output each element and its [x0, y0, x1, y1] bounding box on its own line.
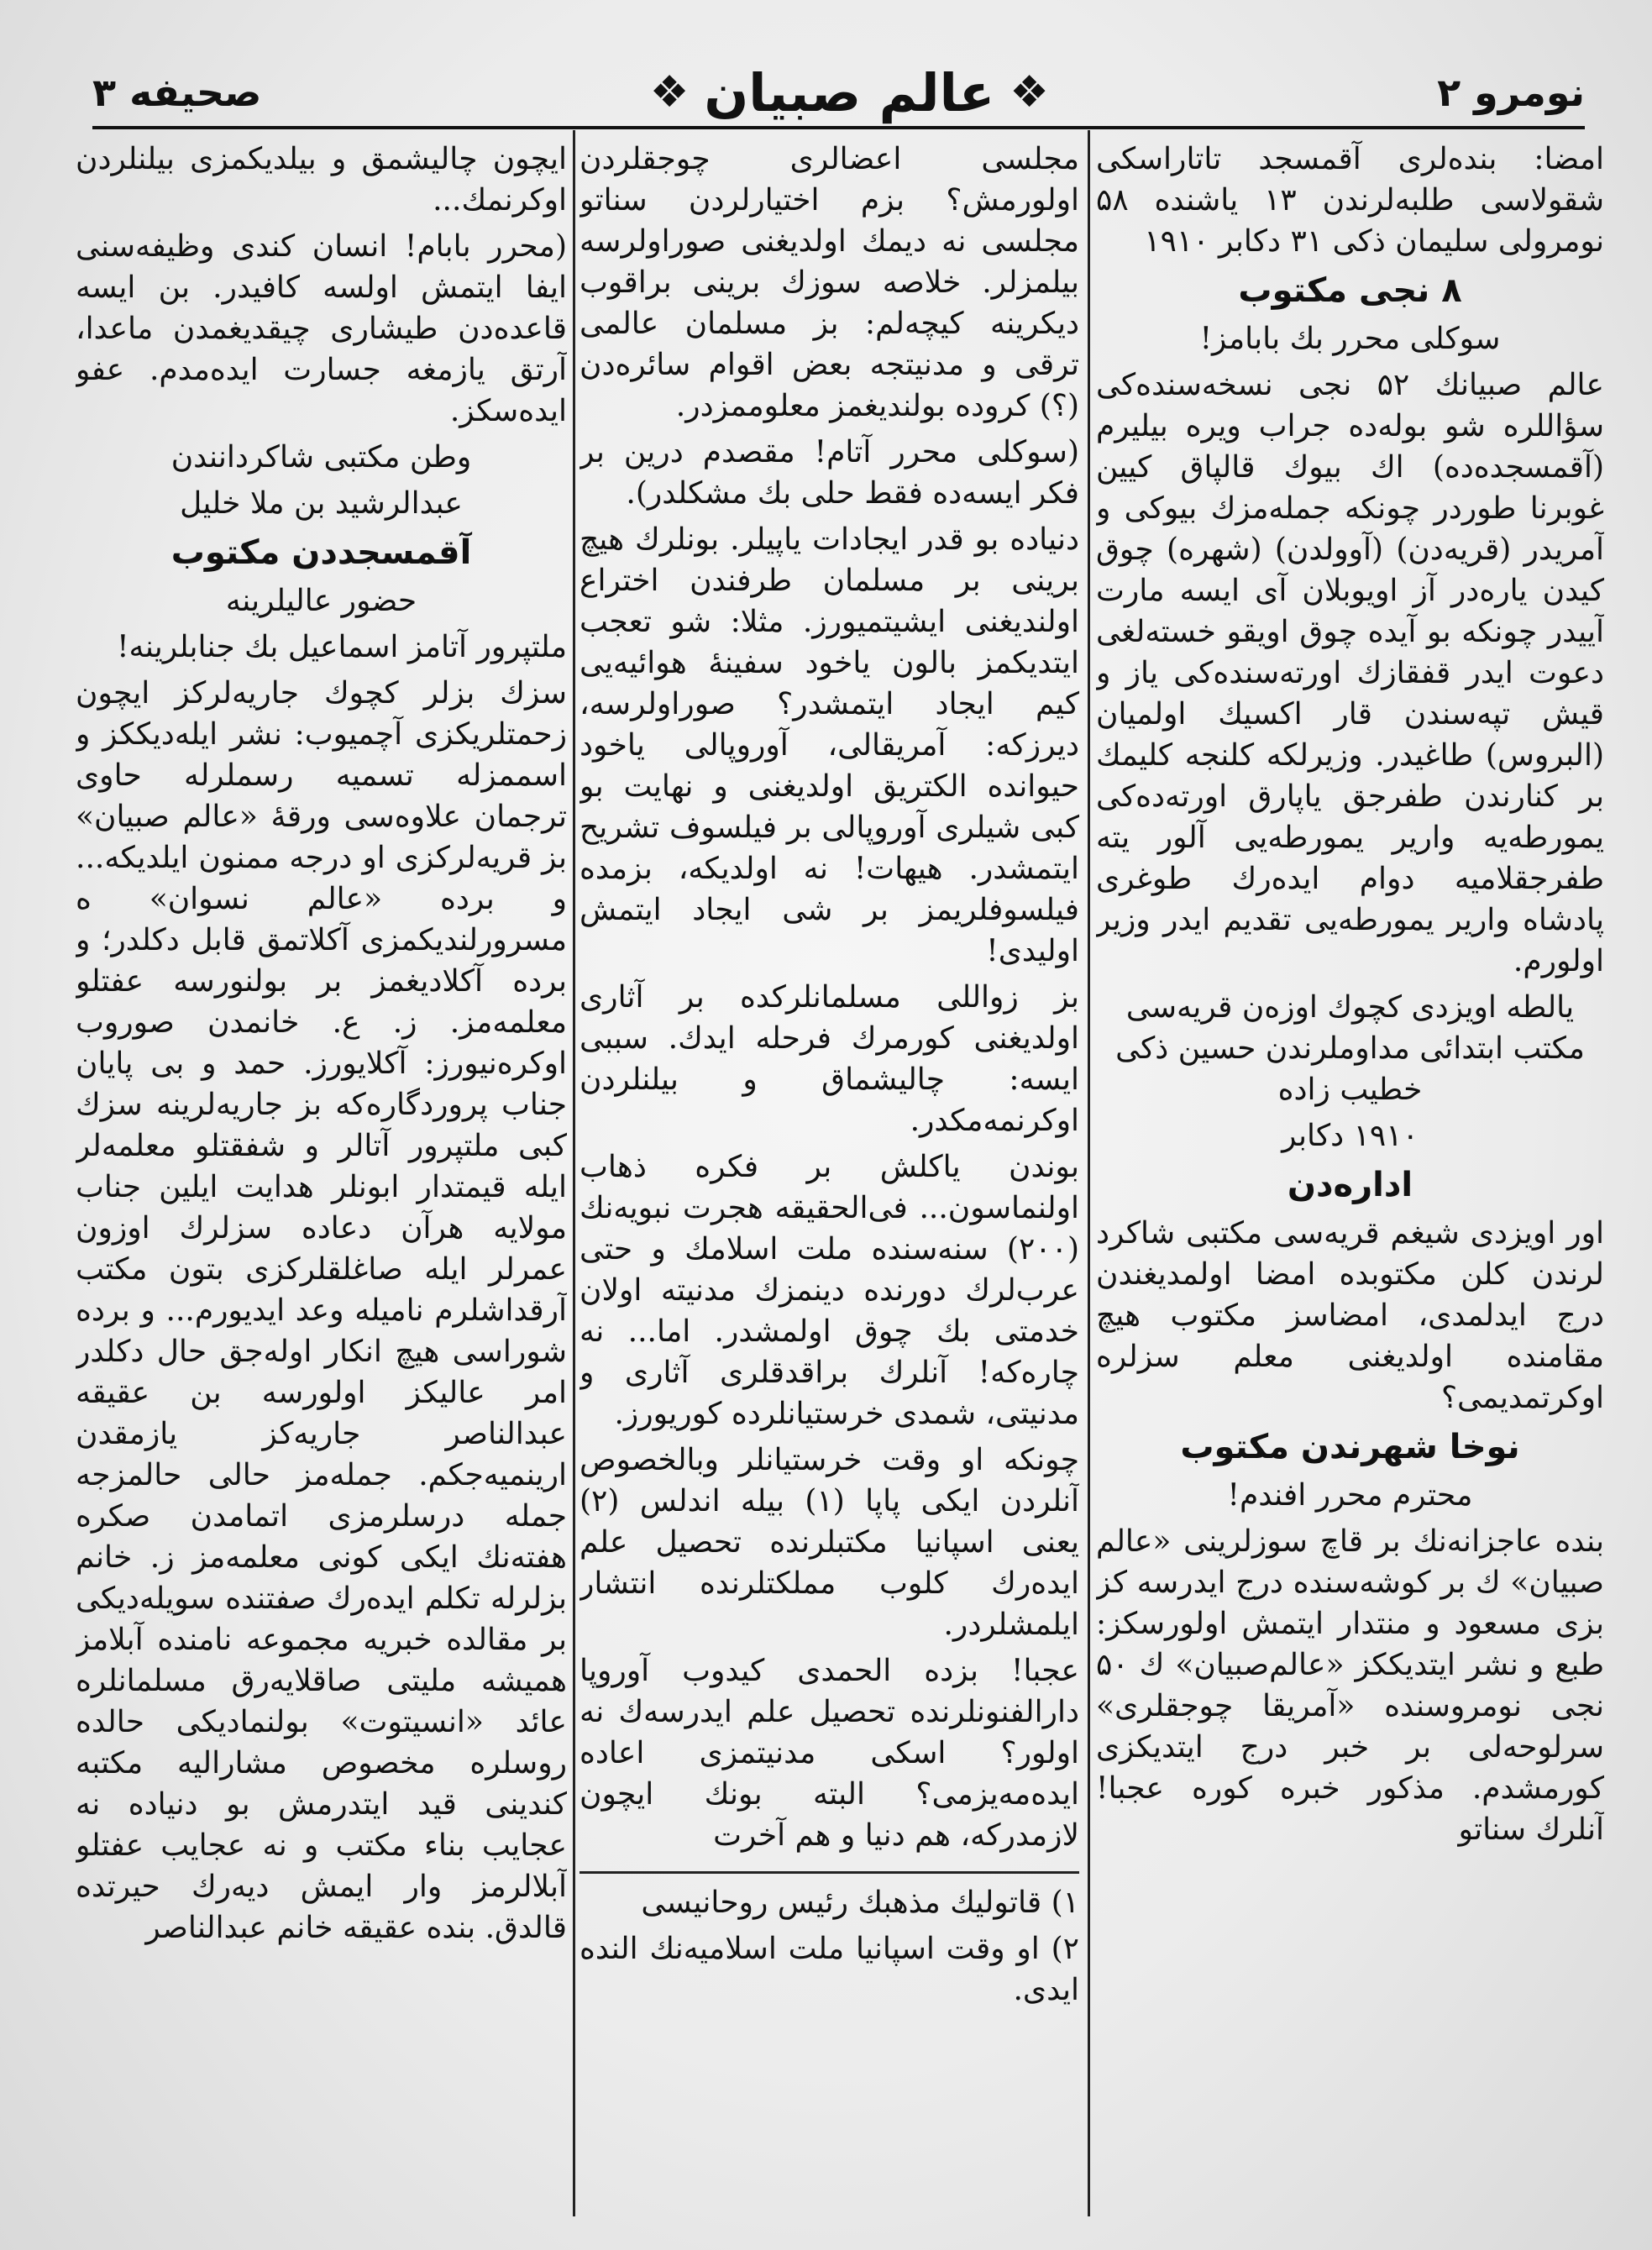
ornament-left-icon: ❖: [649, 67, 690, 118]
section-heading: ادارەدن: [1287, 1166, 1413, 1204]
section-heading: آقمسجددن مکتوب: [170, 533, 472, 572]
footnote: ۲) او وقت اسپانیا ملت اسلامیەنك النده ایدی.: [580, 1932, 1079, 2007]
paragraph: بوندن یاکلش بر فکرە ذهاب اولنماسون... فی‌الحقیقە هجرت نبویەنك (۲۰۰) سنەسندە ملت اسلامك و حتی عرب‌لرك دورندە دینمزك مدنیتە اولان خدمتی بك چوق اولمشدر. اما... نە چارەکە! آنلرك براقدقلری آثاری و مدنیتی، شمدی خرستیانلردە کوریورز.: [580, 1150, 1079, 1431]
column-divider-right: [1088, 130, 1090, 2216]
date: ۱۹۱۰ دکابر: [1282, 1119, 1419, 1153]
paragraph: مجلسی اعضالری چوجقلردن اولورمش؟ بزم اختیارلردن سناتو مجلسی نە دیمك اولدیغنی صوراولرسە بیلمزلر. خلاصە سوزك برینی براقوب دیکرینە کیچەلم: بز مسلمان عالمی ترقی و مدنیتجە بعض اقوام سائرەدن (؟) کروده بولندیغمز معلوممزدر.: [580, 142, 1079, 423]
page-number: صحیفه ۳: [92, 70, 262, 115]
paragraph: عالم صبیانك ۵۲ نجی نسخەسندەکی سؤاللرە شو بولەدە جراب ویرە بیلیرم (آقمسجدەدە) اك بیوك قالپاق کیین غوبرنا طوردر چونکە جملەمزك بیوکی و آمریدر (قریەدن) (آوولدن) (شهرە) چوق کیدن یارەدر آز اویوبلان آی ایسە مارت آییدر چونکە بو آیدە چوق اویقو خستەلغی دعوت ایدر قفقازك اورتەسندەکی یاز و قیش تپەسندن قار اکسیك اولمیان (البروس) طاغیدر. وزیرلکە کلنجە کلیمك بر کنارندن طفرجق یاپارق اورتەدەکی یمورطەیە واریر یمورطەیی آلور یتە طفرجقلامیە دوام ایدەرك طوغری پادشاه واریر یمورطەیی تقدیم ایدر وزیر اولورم.: [1096, 368, 1604, 978]
column-left: [76, 139, 567, 2208]
paragraph: (محرر بابام! انسان کندی وظیفەسنی ایفا ایتمش اولسە کافیدر. بن ایسە قاعدەدن طیشاری چیقدیغمدن ماعدا، آرتق یازمغە جسارت ایدەمدم. عفو ایدەسکز.: [76, 229, 567, 428]
paragraph: عجبا! بزدە الحمدی کیدوب آوروپا دارالفنونلرندە تحصیل علم ایدرسەك نە اولور؟ اسکی مدنیتمزی اعادە ایدەمەیزمی؟ البتە بونك ایچون لازمدرکە، هم دنیا و هم آخرت: [580, 1654, 1079, 1853]
signature: یالطە اویزدی کچوك اوزەن قریەسی مکتب ابتدائی مداوملرندن حسین ذکی خطیب زادە: [1115, 990, 1585, 1107]
column-middle: [580, 139, 1079, 2208]
salutation: ملتپرور آتامز اسماعیل بك جنابلرینە!: [117, 630, 567, 664]
title-block: [650, 62, 1049, 123]
column-right: [1096, 139, 1604, 2208]
paragraph: دنیادە بو قدر ایجادات یاپیلر. بونلرك هیچ برینی بر مسلمان طرفندن اختراع اولندیغنی ایشیتمیورز. مثلا: شو تعجب ایتدیکمز بالون یاخود سفینۀ هوائیەیی کیم ایجاد ایتمشدر؟ صوراولرسە، دیرزکە: آمریقالی، آوروپالی یاخود حیواندە الکتریق اولدیغنی و نهایت بو کبی شیلری آوروپالی بر فیلسوف تشریح ایتمشدر. هیهات! نە اولدیکە، بزمدە فیلسوفلریمز بر شی ایجاد ایتمش اولیدی!: [580, 522, 1079, 968]
paragraph: امضا: بندەلری آقمسجد تاتاراسکی شقولاسی طلبەلرندن ۱۳ یاشندە ۵۸ نومرولی سلیمان ذکی ۳۱ دکابر ۱۹۱۰: [1096, 142, 1604, 259]
paragraph: (سوکلی محرر آتام! مقصدم درین بر فکر ایسەدە فقط حلی بك مشکلدر).: [580, 435, 1079, 511]
footnote: ۱) قاتولیك مذهبك رئیس روحانیسی: [641, 1885, 1079, 1920]
paragraph: اور اویزدی شیغم قریەسی مکتبی شاکرد لرندن کلن مکتوبدە امضا اولمدیغندن درج ایدلمدی، امضاسز مکتوب هیچ مقامندە اولدیغنی معلم سزلرە اوکرتمدیمی؟: [1096, 1216, 1604, 1415]
salutation: سوکلی محرر بك بابامز!: [1199, 322, 1501, 356]
paragraph: ایچون چالیشمق و بیلدیکمزی بیلنلردن اوکرنمك...: [76, 142, 567, 218]
signature: عبدالرشید بن ملا خلیل: [180, 486, 463, 521]
section-heading: نوخا شهرندن مکتوب: [1180, 1428, 1520, 1466]
column-divider-left: [573, 130, 575, 2216]
ornament-right-icon: ❖: [1010, 67, 1049, 118]
header-divider: [92, 126, 1585, 129]
paragraph: چونکە او وقت خرستیانلر وبالخصوص آنلردن ایکی پاپا (۱) بیلە اندلس (۲) یعنی اسپانیا مکتبلرندە تحصیل علم ایدەرك کلوب مملکتلرندە انتشار ایلمشلردر.: [580, 1443, 1079, 1642]
salutation: محترم محرر افندم!: [1227, 1478, 1473, 1513]
issue-number: نومرو ۲: [1437, 70, 1585, 115]
paragraph: بز زواللی مسلمانلرکدە بر آثاری اولدیغنی کورمرك فرحلە ایدك. سببی ایسە: چالیشماق و بیلنلردن اوکرنمەمکدر.: [580, 980, 1079, 1138]
masthead: [92, 59, 1585, 126]
newspaper-title: عالم صبیان: [704, 61, 995, 123]
paragraph: بندە عاجزانەنك بر قاچ سوزلرینی «عالم صبیان» ك بر کوشەسندە درج ایدرسە کز بزی مسعود و منتدار ایتمش اولورسکز: طبع و نشر ایتدیککز «عالم‌صبیان» ك ۵۰ نجی نومروسندە «آمریقا چوجقلری» سرلوحەلی بر خبر درج ایتدیکزی کورمشدم. مذکور خبرە کورە عجبا! آنلرك سناتو: [1096, 1524, 1604, 1847]
footnotes: [580, 1871, 1079, 2011]
school-line: وطن مکتبی شاکردانندن: [170, 440, 472, 475]
section-heading: ۸ نجی مکتوب: [1238, 271, 1462, 310]
paragraph: سزك بزلر کچوك جاریەلرکز ایچون زحمتلریکزی آچمیوب: نشر ایلەدیککز و اسممزلە تسمیە رسملرلە حاوی ترجمان علاوەسی ورقۀ «عالم صبیان» بز قریەلرکزی او درجە ممنون ایلدیکە... و بردە «عالم نسوان» ە مسرورلندیکمزی آکلاتمق قابل دکلدر؛ و بردە آکلادیغمز بر بولنورسە عفتلو معلمەمز. ز. ع. خانمدن صوروب اوکرەنیورز: آکلایورز. حمد و بی پایان جناب پروردگارەکە بز جاریەلرینە سزك کبی ملتپرور آتالر و شفقتلو معلمەلر ایلە قیمتدار ابونلر هدایت ایلین جناب مولایە هرآن دعادە سزلرك اوزون عمرلر ایلە صاغلقلرکزی بتون مکتب آرقداشلرم نامیلە وعد ایدیورم... و بردە شوراسی هیچ انکار اولەجق حال دکلدر امر عالیکز اولورسە بن عقیقە عبدالناصر جاریەکز یازمقدن ارینمیەجکم. جملەمز حالی حالمزجە جملە درسلرمزی اتمامدن صکرە هفتەنك ایکی کونی معلمەمز ز. خانم بزلرلە تکلم ایدەرك صفتندە سویلەدیکی بر مقالدە خبریە مجموعە نامندە آبلامز همیشە ملیتی صاقلایەرق مسلمانلرە عائد «انسیتوت» بولنمادیکی حالدە روسلرە مخصوص مشارالیە مکتبە کندینی قید ایتدرمش بو دنیادە نە عجایب بناء مکتب و نە عجایب عفتلو آبلالرمز وار ایمش دیەرك حیرتدە قالدق. بندە عقیقە خانم عبدالناصر: [76, 676, 567, 1945]
subheading: حضور عالیلرینە: [225, 584, 417, 618]
